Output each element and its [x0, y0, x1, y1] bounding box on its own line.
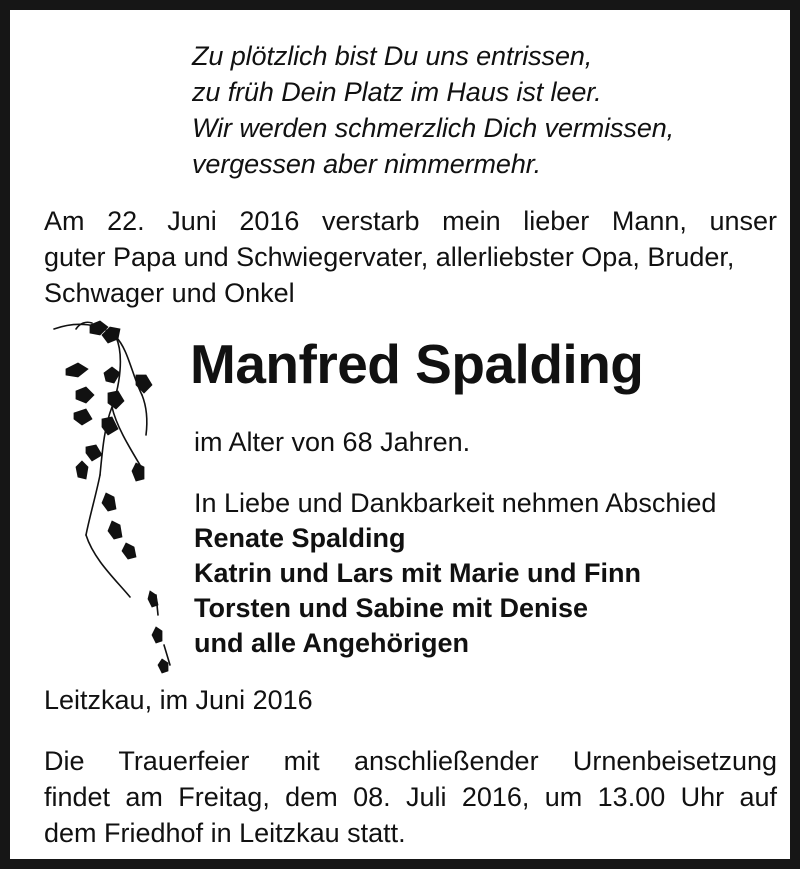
birch-branch-icon — [46, 315, 186, 685]
funeral-line: findet am Freitag, dem 08. Juli 2016, um 13.00 Uhr auf — [44, 782, 777, 812]
announcement-line: Schwager und Onkel — [44, 278, 295, 308]
death-announcement — [44, 203, 777, 311]
funeral-line: Die Trauerfeier mit anschließender Urnenbeisetzung — [44, 746, 777, 776]
funeral-details — [44, 743, 777, 851]
age-statement: im Alter von 68 Jahren. — [194, 427, 471, 457]
poem-line: vergessen aber nimmermehr. — [192, 149, 542, 179]
poem-line: Wir werden schmerzlich Dich vermissen, — [192, 113, 675, 143]
announcement-line: guter Papa und Schwiegervater, allerliebster Opa, Bruder, — [44, 242, 735, 272]
mourners-block — [194, 486, 794, 661]
mourner-name: Katrin und Lars mit Marie und Finn — [194, 558, 642, 588]
mourner-name: Torsten und Sabine mit Denise — [194, 593, 589, 623]
memorial-poem — [192, 38, 752, 182]
poem-line: zu früh Dein Platz im Haus ist leer. — [192, 77, 602, 107]
poem-line: Zu plötzlich bist Du uns entrissen, — [192, 41, 593, 71]
farewell-text: In Liebe und Dankbarkeit nehmen Abschied — [194, 488, 717, 518]
mourner-name: und alle Angehörigen — [194, 628, 470, 658]
mourner-name: Renate Spalding — [194, 523, 406, 553]
announcement-line: Am 22. Juni 2016 verstarb mein lieber Mann, unser — [44, 206, 777, 236]
funeral-line: dem Friedhof in Leitzkau statt. — [44, 818, 406, 848]
deceased-name: Manfred Spalding — [190, 333, 644, 395]
place-date: Leitzkau, im Juni 2016 — [44, 685, 313, 715]
